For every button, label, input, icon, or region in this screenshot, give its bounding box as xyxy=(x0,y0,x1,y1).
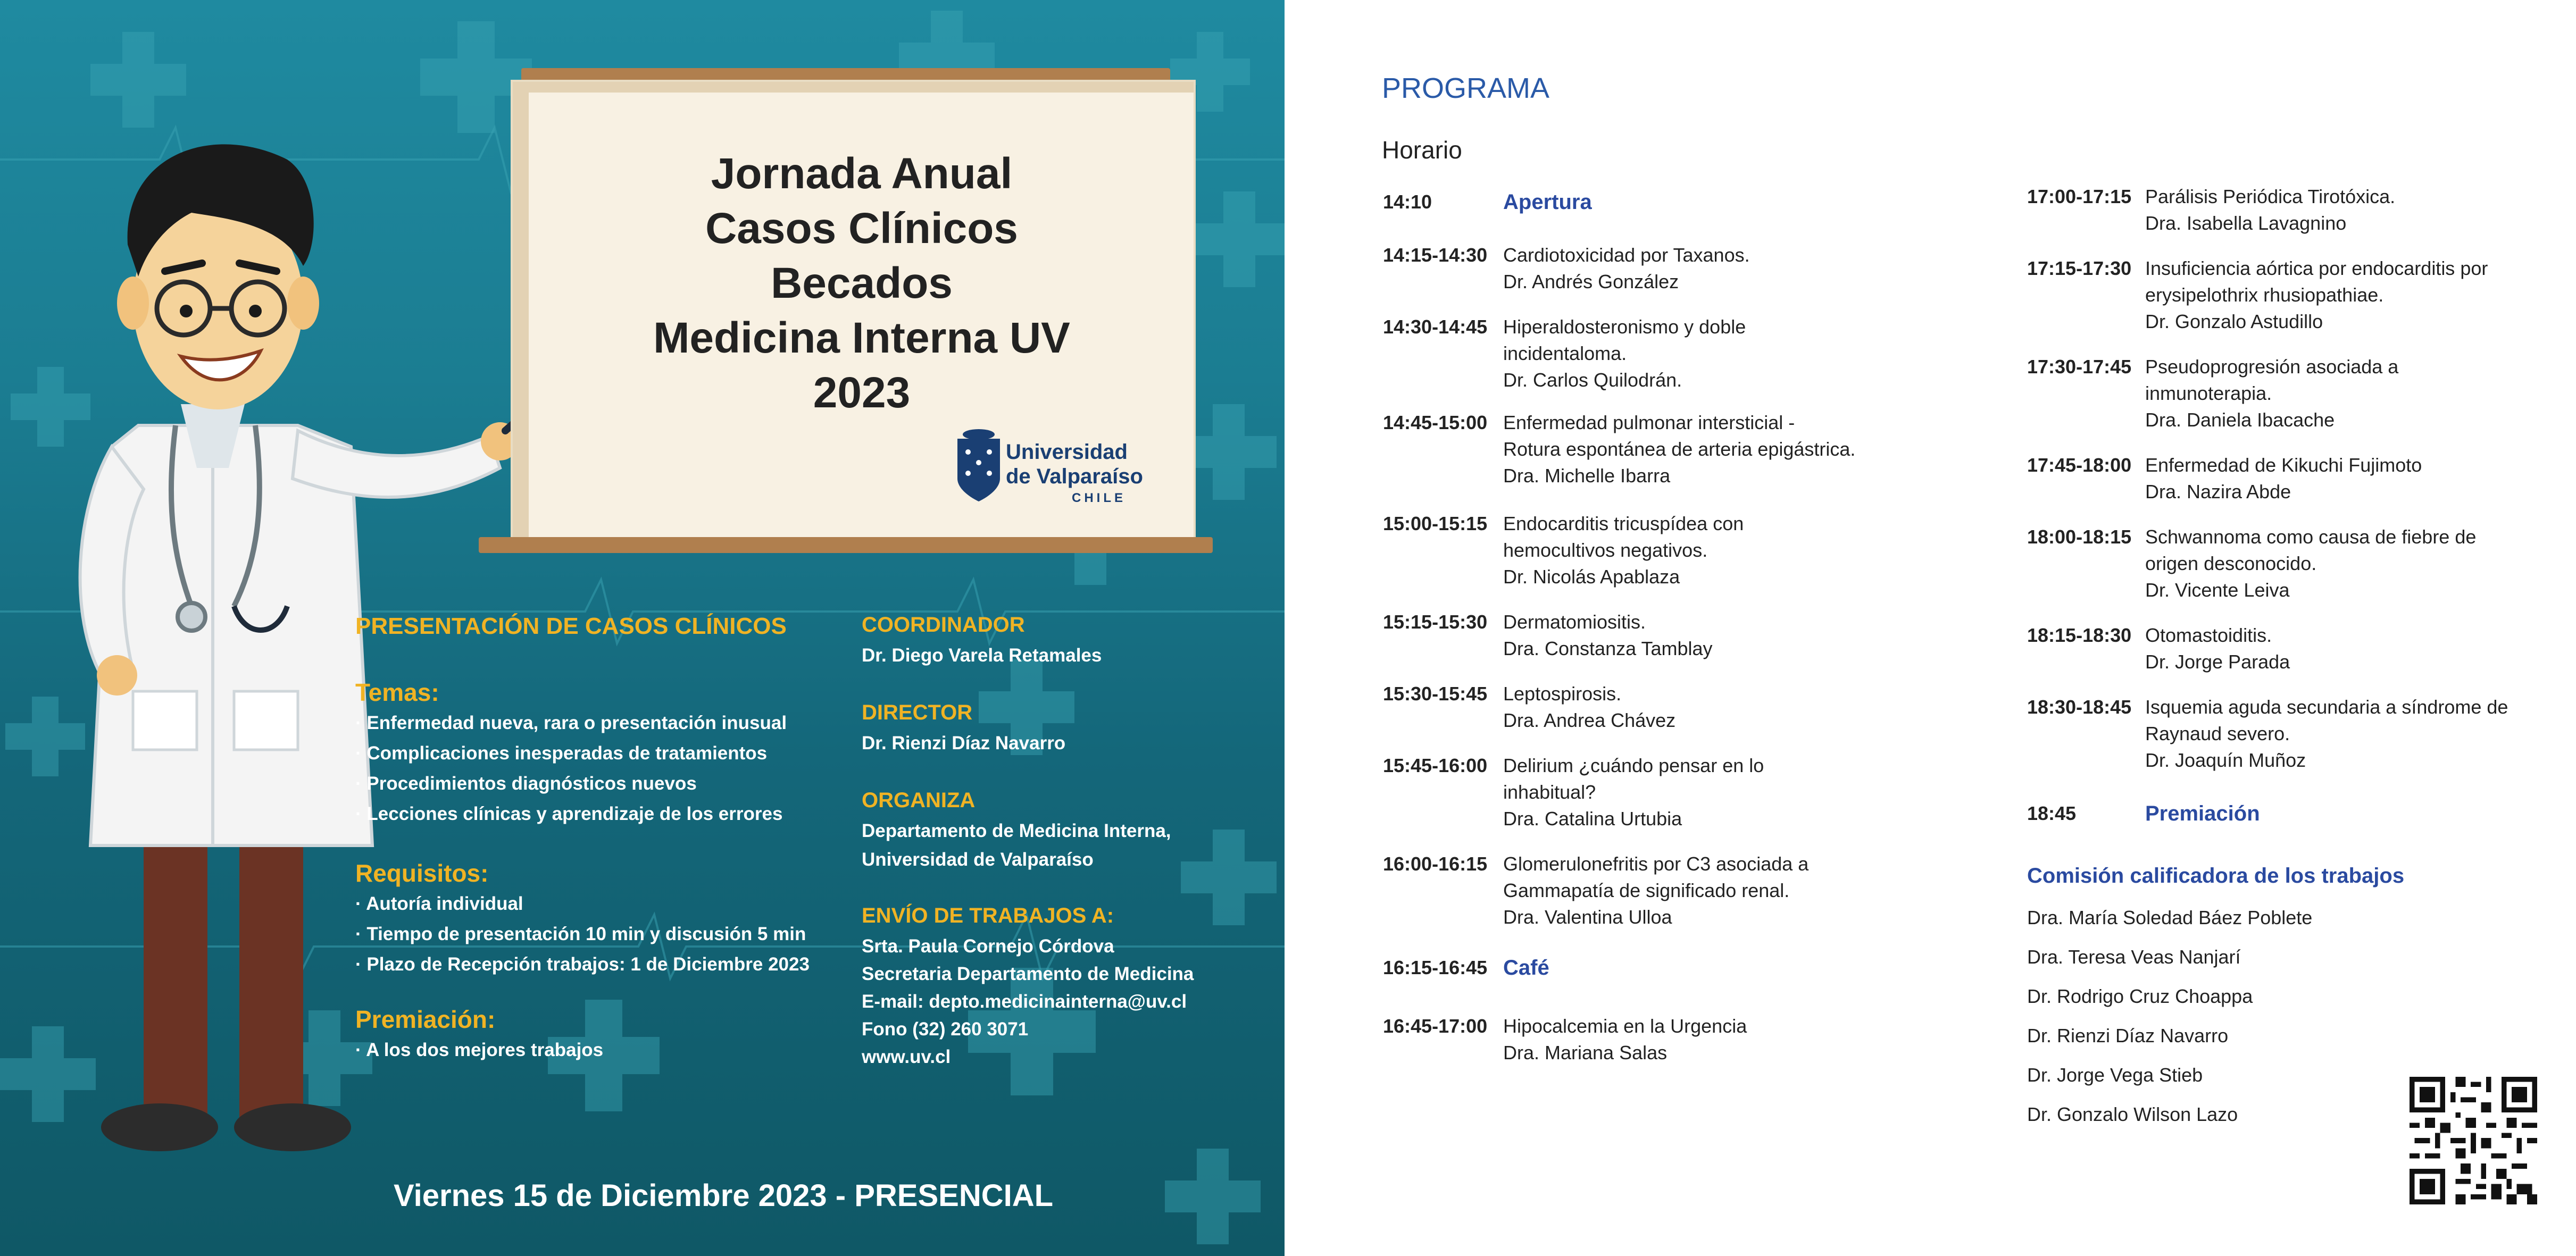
title-line: Medicina Interna UV xyxy=(653,314,1070,362)
organiza-line: Departamento de Medicina Interna, xyxy=(862,820,1171,841)
program-line: Cardiotoxicidad por Taxanos. xyxy=(1503,244,1750,266)
title-line: Becados xyxy=(771,259,953,307)
program-line: Hiperaldosteronismo y doble xyxy=(1503,316,1746,338)
program-line: Dr. Nicolás Apablaza xyxy=(1503,566,1680,588)
program-time: 16:45-17:00 xyxy=(1383,1015,1488,1037)
program-line: Otomastoiditis. xyxy=(2145,624,2272,646)
envio-phone: Fono (32) 260 3071 xyxy=(862,1019,1029,1040)
program-line: Pseudoprogresión asociada a xyxy=(2145,356,2399,378)
horario-label: Horario xyxy=(1382,136,1462,164)
program-line: Glomerulonefritis por C3 asociada a xyxy=(1503,853,1809,875)
organiza-line: Universidad de Valparaíso xyxy=(862,849,1094,870)
tema-item: · Lecciones clínicas y aprendizaje de los errores xyxy=(355,803,783,824)
program-line: Dra. Valentina Ulloa xyxy=(1503,906,1672,928)
program-time: 16:00-16:15 xyxy=(1383,853,1488,875)
envio-email[interactable]: E-mail: depto.medicinainterna@uv.cl xyxy=(862,991,1187,1012)
program-line: Dra. Isabella Lavagnino xyxy=(2145,212,2347,234)
program-line: Dra. Michelle Ibarra xyxy=(1503,465,1671,487)
program-line: Insuficiencia aórtica por endocarditis por xyxy=(2145,257,2488,279)
logo-name-line: de Valparaíso xyxy=(1006,465,1143,488)
program-highlight: Premiación xyxy=(2145,802,2260,825)
envio-line: Secretaria Departamento de Medicina xyxy=(862,964,1194,984)
coordinador-name: Dr. Diego Varela Retamales xyxy=(862,645,1102,666)
program-time: 16:15-16:45 xyxy=(1383,957,1488,978)
envio-title: ENVÍO DE TRABAJOS A: xyxy=(862,904,1114,927)
requisito-item: · Autoría individual xyxy=(355,893,523,914)
program-line: Dr. Carlos Quilodrán. xyxy=(1503,369,1682,391)
program-time: 18:00-18:15 xyxy=(2027,526,2132,548)
program-time: 17:15-17:30 xyxy=(2027,257,2132,279)
program-line: Dr. Jorge Parada xyxy=(2145,651,2290,673)
title-line: Jornada Anual xyxy=(711,149,1013,198)
program-line: Dr. Joaquín Muñoz xyxy=(2145,749,2306,771)
program-time: 15:30-15:45 xyxy=(1383,683,1488,705)
program-line: Dra. Andrea Chávez xyxy=(1503,709,1676,731)
envio-line: Srta. Paula Cornejo Córdova xyxy=(862,936,1114,957)
envio-website[interactable]: www.uv.cl xyxy=(862,1046,951,1067)
program-time: 18:45 xyxy=(2027,802,2077,824)
program-line: Dermatomiositis. xyxy=(1503,611,1646,633)
program-line: Dr. Andrés González xyxy=(1503,271,1679,292)
program-line: Rotura espontánea de arteria epigástrica. xyxy=(1503,438,1856,460)
program-time: 14:45-15:00 xyxy=(1383,412,1488,433)
program-line: Dra. Daniela Ibacache xyxy=(2145,409,2335,431)
logo-country: CHILE xyxy=(1072,491,1126,505)
program-line: Dra. Constanza Tamblay xyxy=(1503,638,1713,659)
tema-item: · Enfermedad nueva, rara o presentación inusual xyxy=(355,713,787,733)
program-time: 17:45-18:00 xyxy=(2027,454,2132,476)
director-title: DIRECTOR xyxy=(862,701,973,724)
program-line: Dra. Mariana Salas xyxy=(1503,1042,1668,1064)
program-time: 14:15-14:30 xyxy=(1383,244,1488,266)
flyer-left-panel xyxy=(0,0,1285,1256)
coordinador-title: COORDINADOR xyxy=(862,613,1025,637)
requisito-item: · Tiempo de presentación 10 min y discusión 5 min xyxy=(355,924,806,944)
comision-member: Dr. Jorge Vega Stieb xyxy=(2027,1064,2203,1086)
program-line: Enfermedad de Kikuchi Fujimoto xyxy=(2145,454,2422,476)
board-bottom-rod xyxy=(479,537,1213,553)
program-line: Dra. Catalina Urtubia xyxy=(1503,808,1682,830)
program-line: Dr. Vicente Leiva xyxy=(2145,579,2290,601)
program-time: 15:00-15:15 xyxy=(1383,513,1488,534)
program-line: inhabitual? xyxy=(1503,781,1596,803)
temas-title: Temas: xyxy=(355,679,439,706)
tema-item: · Complicaciones inesperadas de tratamientos xyxy=(355,743,768,764)
program-line: Raynaud severo. xyxy=(2145,723,2290,744)
program-title: PROGRAMA xyxy=(1382,72,1550,104)
comision-member: Dr. Gonzalo Wilson Lazo xyxy=(2027,1103,2238,1125)
program-line: Delirium ¿cuándo pensar en lo xyxy=(1503,755,1764,776)
event-date: Viernes 15 de Diciembre 2023 - PRESENCIAL xyxy=(394,1178,1054,1213)
comision-member: Dra. Teresa Veas Nanjarí xyxy=(2027,946,2241,968)
requisito-item: · Plazo de Recepción trabajos: 1 de Diciembre 2023 xyxy=(355,954,810,975)
requisitos-title: Requisitos: xyxy=(355,859,489,887)
qr-code[interactable] xyxy=(2410,1077,2537,1204)
program-line: Parálisis Periódica Tirotóxica. xyxy=(2145,186,2396,207)
program-line: Hipocalcemia en la Urgencia xyxy=(1503,1015,1747,1037)
program-line: origen desconocido. xyxy=(2145,552,2317,574)
premiacion-title: Premiación: xyxy=(355,1006,496,1033)
director-name: Dr. Rienzi Díaz Navarro xyxy=(862,733,1066,753)
organiza-title: ORGANIZA xyxy=(862,789,976,812)
comision-title: Comisión calificadora de los trabajos xyxy=(2027,864,2405,887)
universidad-valparaiso-logo xyxy=(955,428,1143,508)
program-line: incidentaloma. xyxy=(1503,342,1627,364)
program-line: Isquemia aguda secundaria a síndrome de xyxy=(2145,696,2508,718)
tema-item: · Procedimientos diagnósticos nuevos xyxy=(355,773,697,794)
program-line: erysipelothrix rhusiopathiae. xyxy=(2145,284,2384,306)
program-time: 15:15-15:30 xyxy=(1383,611,1488,633)
program-line: Dr. Gonzalo Astudillo xyxy=(2145,311,2323,332)
program-time: 18:30-18:45 xyxy=(2027,696,2132,718)
program-line: Schwannoma como causa de fiebre de xyxy=(2145,526,2477,548)
premiacion-item: · A los dos mejores trabajos xyxy=(355,1040,604,1060)
title-line: 2023 xyxy=(813,369,911,417)
comision-member: Dr. Rienzi Díaz Navarro xyxy=(2027,1025,2229,1046)
comision-member: Dra. María Soledad Báez Poblete xyxy=(2027,907,2313,928)
title-line: Casos Clínicos xyxy=(705,204,1018,253)
program-time: 15:45-16:00 xyxy=(1383,755,1488,776)
logo-name-line: Universidad xyxy=(1006,440,1128,464)
program-line: Dra. Nazira Abde xyxy=(2145,481,2291,503)
program-line: Gammapatía de significado renal. xyxy=(1503,880,1790,901)
program-highlight: Café xyxy=(1503,956,1549,979)
presentacion-title: PRESENTACIÓN DE CASOS CLÍNICOS xyxy=(355,613,787,639)
program-line: Leptospirosis. xyxy=(1503,683,1622,705)
program-highlight: Apertura xyxy=(1503,190,1592,214)
uv-shield-icon xyxy=(955,428,1003,503)
program-time: 18:15-18:30 xyxy=(2027,624,2132,646)
program-line: hemocultivos negativos. xyxy=(1503,539,1708,561)
program-time: 17:30-17:45 xyxy=(2027,356,2132,378)
program-time: 14:10 xyxy=(1383,191,1432,213)
program-time: 14:30-14:45 xyxy=(1383,316,1488,338)
program-time: 17:00-17:15 xyxy=(2027,186,2132,207)
comision-member: Dr. Rodrigo Cruz Choappa xyxy=(2027,985,2253,1007)
program-line: Enfermedad pulmonar intersticial - xyxy=(1503,412,1795,433)
event-title xyxy=(612,146,1112,420)
program-line: inmunoterapia. xyxy=(2145,382,2272,404)
program-line: Endocarditis tricuspídea con xyxy=(1503,513,1744,534)
